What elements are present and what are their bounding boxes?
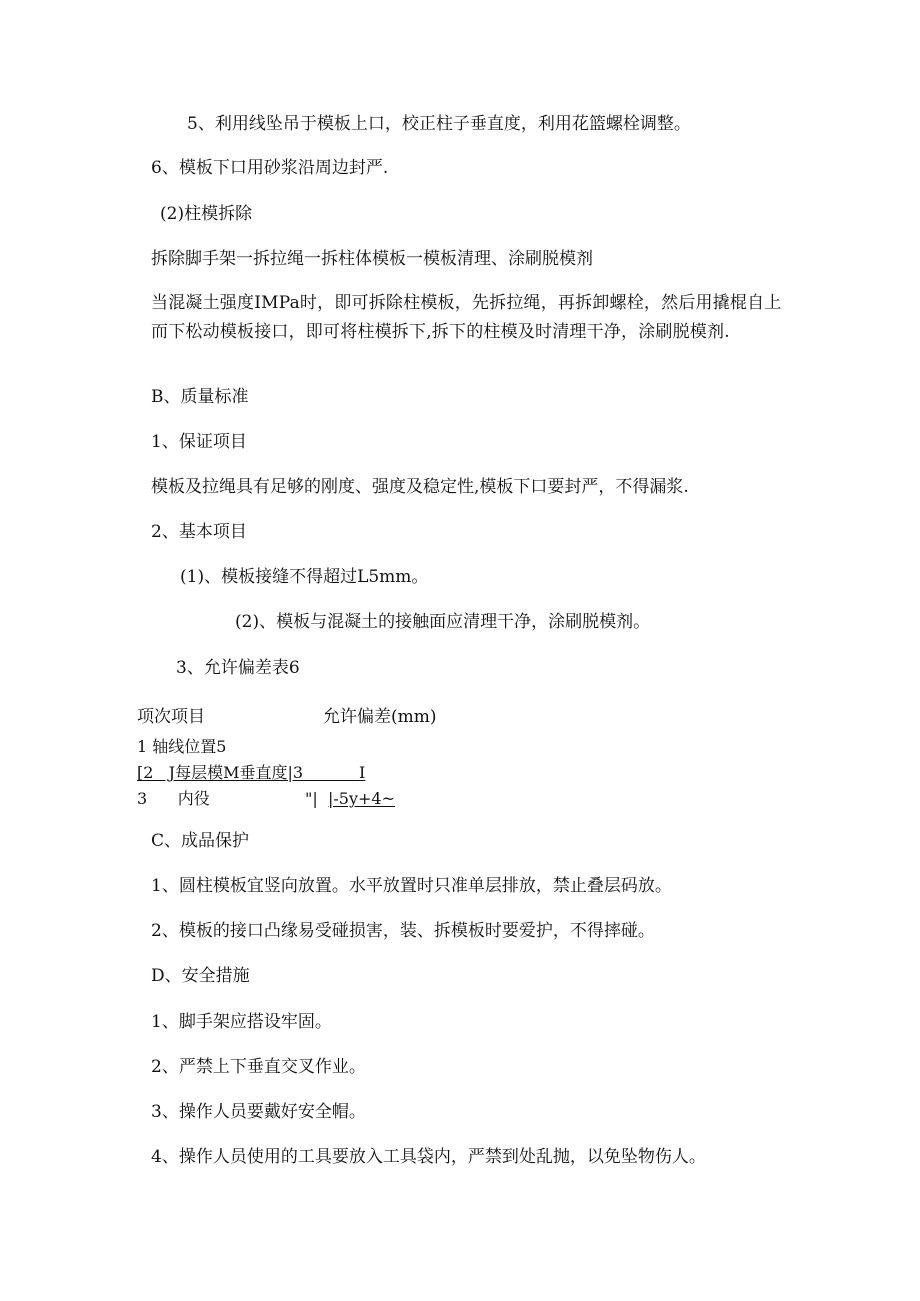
quality-heading: B、质量标准 <box>151 387 249 407</box>
basic-item-2: (2)、模板与混凝土的接触面应清理干净，涂刷脱模剂。 <box>235 612 651 632</box>
guarantee-heading: 1、保证项目 <box>151 432 247 452</box>
table-header-left: 项次项目 <box>137 707 205 727</box>
safety-item-3: 3、操作人员要戴好安全帽。 <box>151 1102 366 1122</box>
guarantee-text: 模板及拉绳具有足够的刚度、强度及稳定性,模板下口要封严，不得漏浆. <box>151 477 689 497</box>
basic-heading: 2、基本项目 <box>151 522 247 542</box>
table-row-3-mid: "| <box>305 789 318 808</box>
safety-item-1: 1、脚手架应搭设牢固。 <box>151 1012 332 1032</box>
protection-item-1: 1、圆柱模板宜竖向放置。水平放置时只准单层排放，禁止叠层码放。 <box>151 876 672 896</box>
removal-heading: (2)柱模拆除 <box>160 204 253 224</box>
protection-heading: C、成品保护 <box>151 831 250 851</box>
step-6: 6、模板下口用砂浆沿周边封严. <box>151 158 389 178</box>
protection-item-2: 2、模板的接口凸缘易受碰损害，装、拆模板时要爱护，不得摔碰。 <box>151 921 655 941</box>
removal-paragraph: 当混凝土强度IMPa时，即可拆除柱模板，先拆拉绳，再拆卸螺栓，然后用撬棍自上而下松动模板接口，即可将柱模拆下,拆下的柱模及时清理干净，涂刷脱模剂. <box>151 293 782 342</box>
table-row-3-left: 3 内役 <box>137 789 210 808</box>
safety-item-2: 2、严禁上下垂直交叉作业。 <box>151 1057 366 1077</box>
safety-item-4: 4、操作人员使用的工具要放入工具袋内，严禁到处乱抛，以免坠物伤人。 <box>151 1147 706 1167</box>
tolerance-heading: 3、允许偏差表6 <box>176 658 300 678</box>
basic-item-1: (1)、模板接缝不得超过L5mm。 <box>180 567 429 587</box>
table-row-3-right: |-5y+4~ <box>328 789 396 808</box>
table-row-2: [2 J每层模M垂直度|3 I <box>137 763 366 782</box>
step-5: 5、利用线坠吊于模板上口，校正柱子垂直度，利用花篮螺栓调整。 <box>187 114 691 134</box>
table-header-right: 允许偏差(mm) <box>323 707 437 727</box>
table-row-1: 1 轴线位置5 <box>137 737 227 756</box>
safety-heading: D、安全措施 <box>151 966 250 986</box>
removal-sequence: 拆除脚手架一拆拉绳一拆柱体模板一模板清理、涂刷脱模剂 <box>151 249 593 269</box>
